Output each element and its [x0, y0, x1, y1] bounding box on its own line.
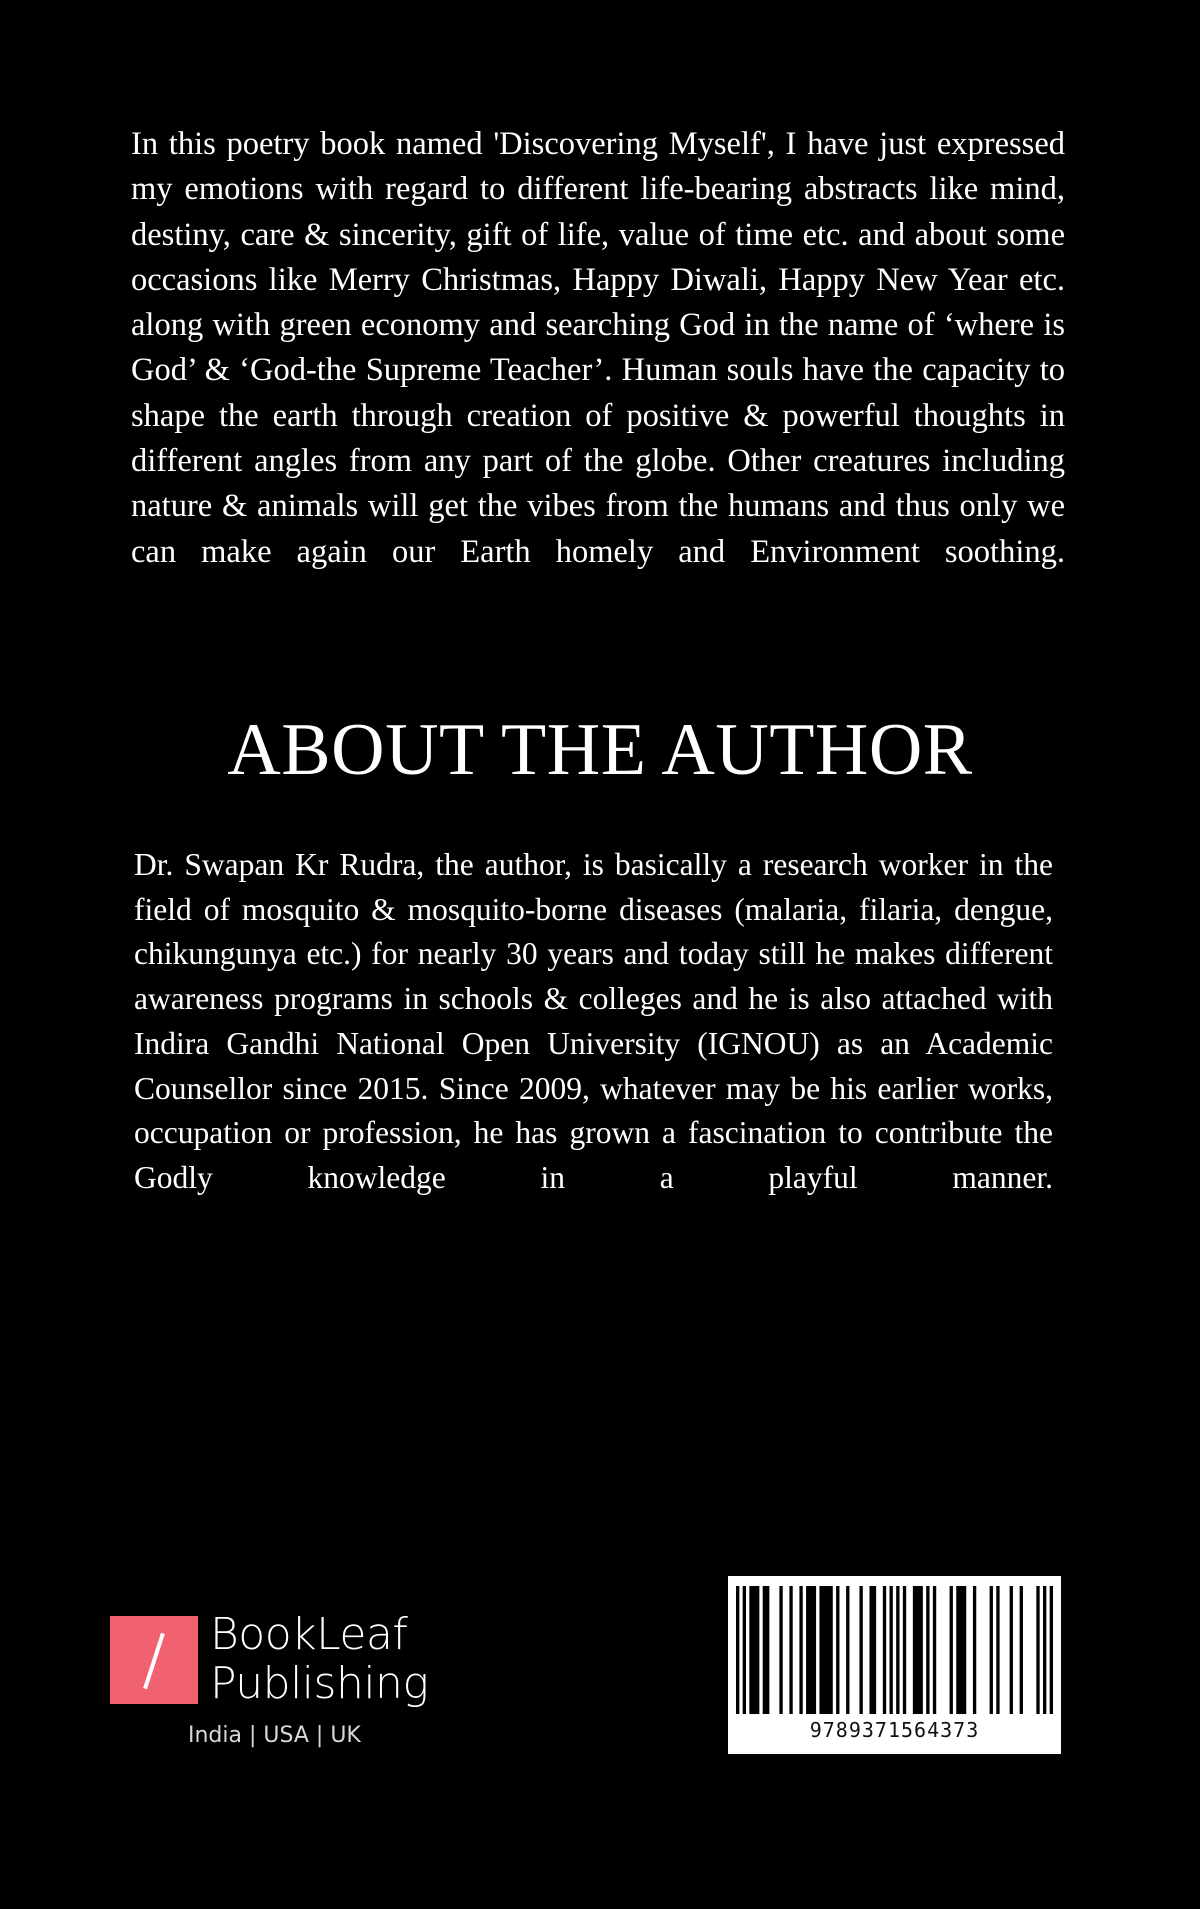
barcode-bar [763, 1586, 770, 1714]
barcode-bar [926, 1586, 929, 1714]
barcode-bar [743, 1586, 746, 1714]
barcode-bar [869, 1586, 876, 1714]
barcode-bar [950, 1586, 953, 1714]
slash-icon [143, 1633, 165, 1689]
barcode-bar [1043, 1586, 1046, 1714]
about-author-heading: ABOUT THE AUTHOR [227, 709, 973, 791]
barcode-bar [903, 1586, 906, 1714]
barcode-bar [933, 1586, 936, 1714]
barcode-bar [990, 1586, 993, 1714]
back-cover-blurb: In this poetry book named 'Discovering Myself', I have just expressed my emotions with regard to different life-bearing abstracts like mind, destiny, care & sincerity, gift of life, value of time etc. and about some occasions like Merry Christmas, Happy Diwali, Happy New Year etc. along with green economy and searching God in the name of ‘where is God’ & ‘God-the Supreme Teacher’. Human souls have the capacity to shape the earth through creation of positive & powerful thoughts in different angles from any part of the globe. Other creatures including nature & animals will get the vibes from the humans and thus only we can make again our Earth homely and Environment soothing. [131, 126, 1065, 570]
isbn-number: 9789371564373 [809, 1718, 980, 1742]
barcode-bar [789, 1586, 792, 1714]
barcode-bar [996, 1586, 999, 1714]
barcode-bar [1036, 1586, 1039, 1714]
barcode-bar [736, 1586, 739, 1714]
publisher-name-line2: Publishing [210, 1658, 429, 1709]
barcode-bar [749, 1586, 759, 1714]
barcode-bar [779, 1586, 782, 1714]
barcode-bar [799, 1586, 802, 1714]
barcode-bar [1050, 1586, 1053, 1714]
publisher-name-line1: BookLeaf [210, 1609, 408, 1660]
barcode-bar [846, 1586, 849, 1714]
barcode-bar [896, 1586, 899, 1714]
author-bio: Dr. Swapan Kr Rudra, the author, is basically a research worker in the field of mosquito & mosquito-borne diseases (malaria, filaria, dengue, chikungunya etc.) for nearly 30 years and today still he makes different awareness programs in schools & colleges and he is also attached with Indira Gandhi National Open University (IGNOU) as an Academic Counsellor since 2015. Since 2009, whatever may be his earlier works, occupation or profession, he has grown a fascination to contribute the Godly knowledge in a playful manner. [134, 847, 1053, 1195]
barcode-bar [1010, 1586, 1013, 1714]
barcode-bar [819, 1586, 832, 1714]
publisher-logo-mark [110, 1616, 198, 1704]
barcode-bar [859, 1586, 862, 1714]
barcode-bar [806, 1586, 816, 1714]
barcode-bar [836, 1586, 839, 1714]
barcode-bar [956, 1586, 966, 1714]
barcode-bar [913, 1586, 923, 1714]
barcode-bars [736, 1586, 1053, 1714]
publisher-name [210, 1610, 428, 1708]
barcode-bar [1020, 1586, 1023, 1714]
isbn-barcode [728, 1576, 1061, 1754]
barcode-bar [883, 1586, 886, 1714]
barcode-bar [973, 1586, 976, 1714]
barcode-bar [889, 1586, 892, 1714]
publisher-regions: India | USA | UK [188, 1723, 361, 1748]
